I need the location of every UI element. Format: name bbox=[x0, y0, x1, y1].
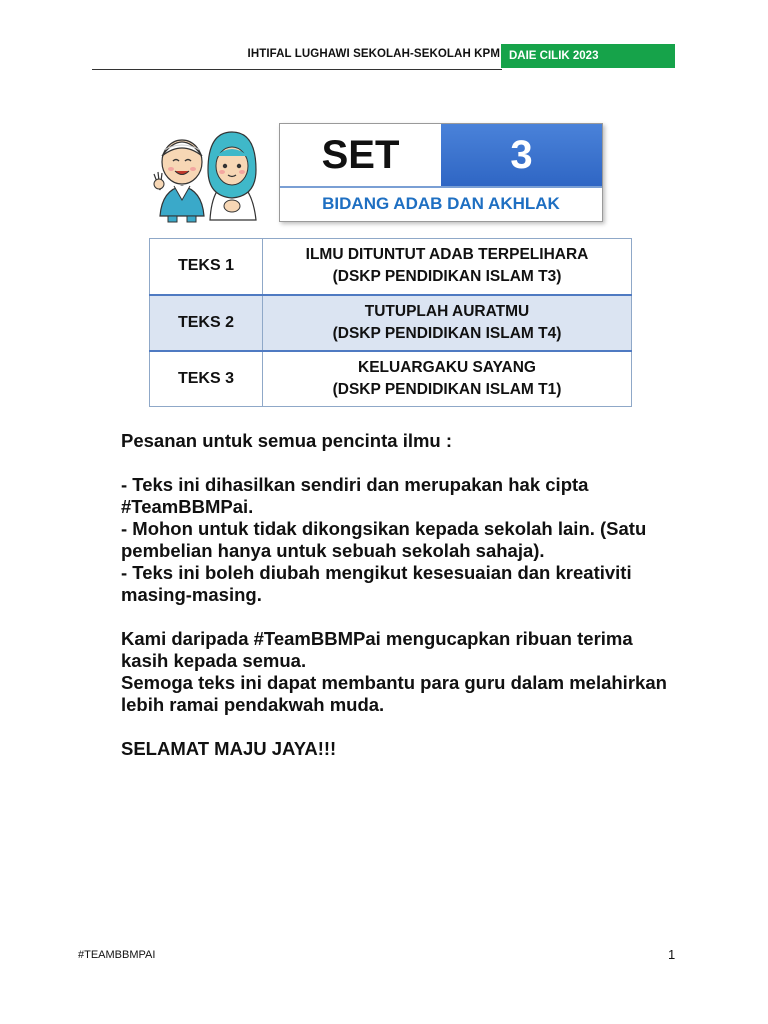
footer-tag: #TEAMBBMPAI bbox=[78, 949, 156, 961]
set-number: 3 bbox=[441, 124, 602, 186]
teks-dskp-line: (DSKP PENDIDIKAN ISLAM T1) bbox=[332, 380, 562, 398]
message-block bbox=[121, 430, 681, 760]
message-bullet: - Mohon untuk tidak dikongsikan kepada sekolah lain. (Satu pembelian hanya untuk sebuah sekolah sahaja). bbox=[121, 518, 647, 561]
set-field-title: BIDANG ADAB DAN AKHLAK bbox=[280, 186, 602, 221]
message-heading: Pesanan untuk semua pencinta ilmu : bbox=[121, 430, 453, 451]
page-number: 1 bbox=[668, 947, 676, 962]
message-hope: Semoga teks ini dapat membantu para guru dalam melahirkan lebih ramai pendakwah muda. bbox=[121, 672, 667, 715]
set-label: SET bbox=[321, 133, 400, 177]
teks-dskp-line: (DSKP PENDIDIKAN ISLAM T3) bbox=[332, 268, 562, 286]
muslim-kids-illustration bbox=[152, 120, 264, 224]
girl-figure bbox=[208, 132, 256, 220]
boy-figure bbox=[154, 140, 204, 222]
teks-title-line: ILMU DITUNTUT ADAB TERPELIHARA bbox=[305, 246, 589, 264]
teks-label: TEKS 3 bbox=[150, 351, 263, 407]
teks-row bbox=[150, 351, 632, 407]
teks-title bbox=[263, 351, 632, 407]
header-badge: DAIE CILIK 2023 bbox=[501, 44, 675, 68]
header-rule bbox=[92, 69, 502, 70]
teks-title-line: KELUARGAKU SAYANG bbox=[358, 358, 536, 376]
set-box bbox=[279, 123, 603, 222]
teks-table bbox=[149, 238, 632, 407]
teks-title-line: TUTUPLAH AURATMU bbox=[364, 302, 530, 320]
teks-row bbox=[150, 295, 632, 351]
message-thanks: Kami daripada #TeamBBMPai mengucapkan ribuan terima kasih kepada semua. bbox=[121, 628, 633, 671]
teks-label: TEKS 2 bbox=[150, 295, 263, 351]
teks-row bbox=[150, 239, 632, 295]
teks-title bbox=[263, 295, 632, 351]
message-closing: SELAMAT MAJU JAYA!!! bbox=[121, 738, 337, 759]
teks-title bbox=[263, 239, 632, 295]
message-bullet: - Teks ini boleh diubah mengikut kesesuaian dan kreativiti masing-masing. bbox=[121, 562, 632, 605]
message-bullet: - Teks ini dihasilkan sendiri dan merupakan hak cipta #TeamBBMPai. bbox=[121, 474, 589, 517]
teks-dskp-line: (DSKP PENDIDIKAN ISLAM T4) bbox=[332, 324, 562, 342]
header-title: IHTIFAL LUGHAWI SEKOLAH-SEKOLAH KPM bbox=[247, 48, 500, 60]
teks-label: TEKS 1 bbox=[150, 239, 263, 295]
